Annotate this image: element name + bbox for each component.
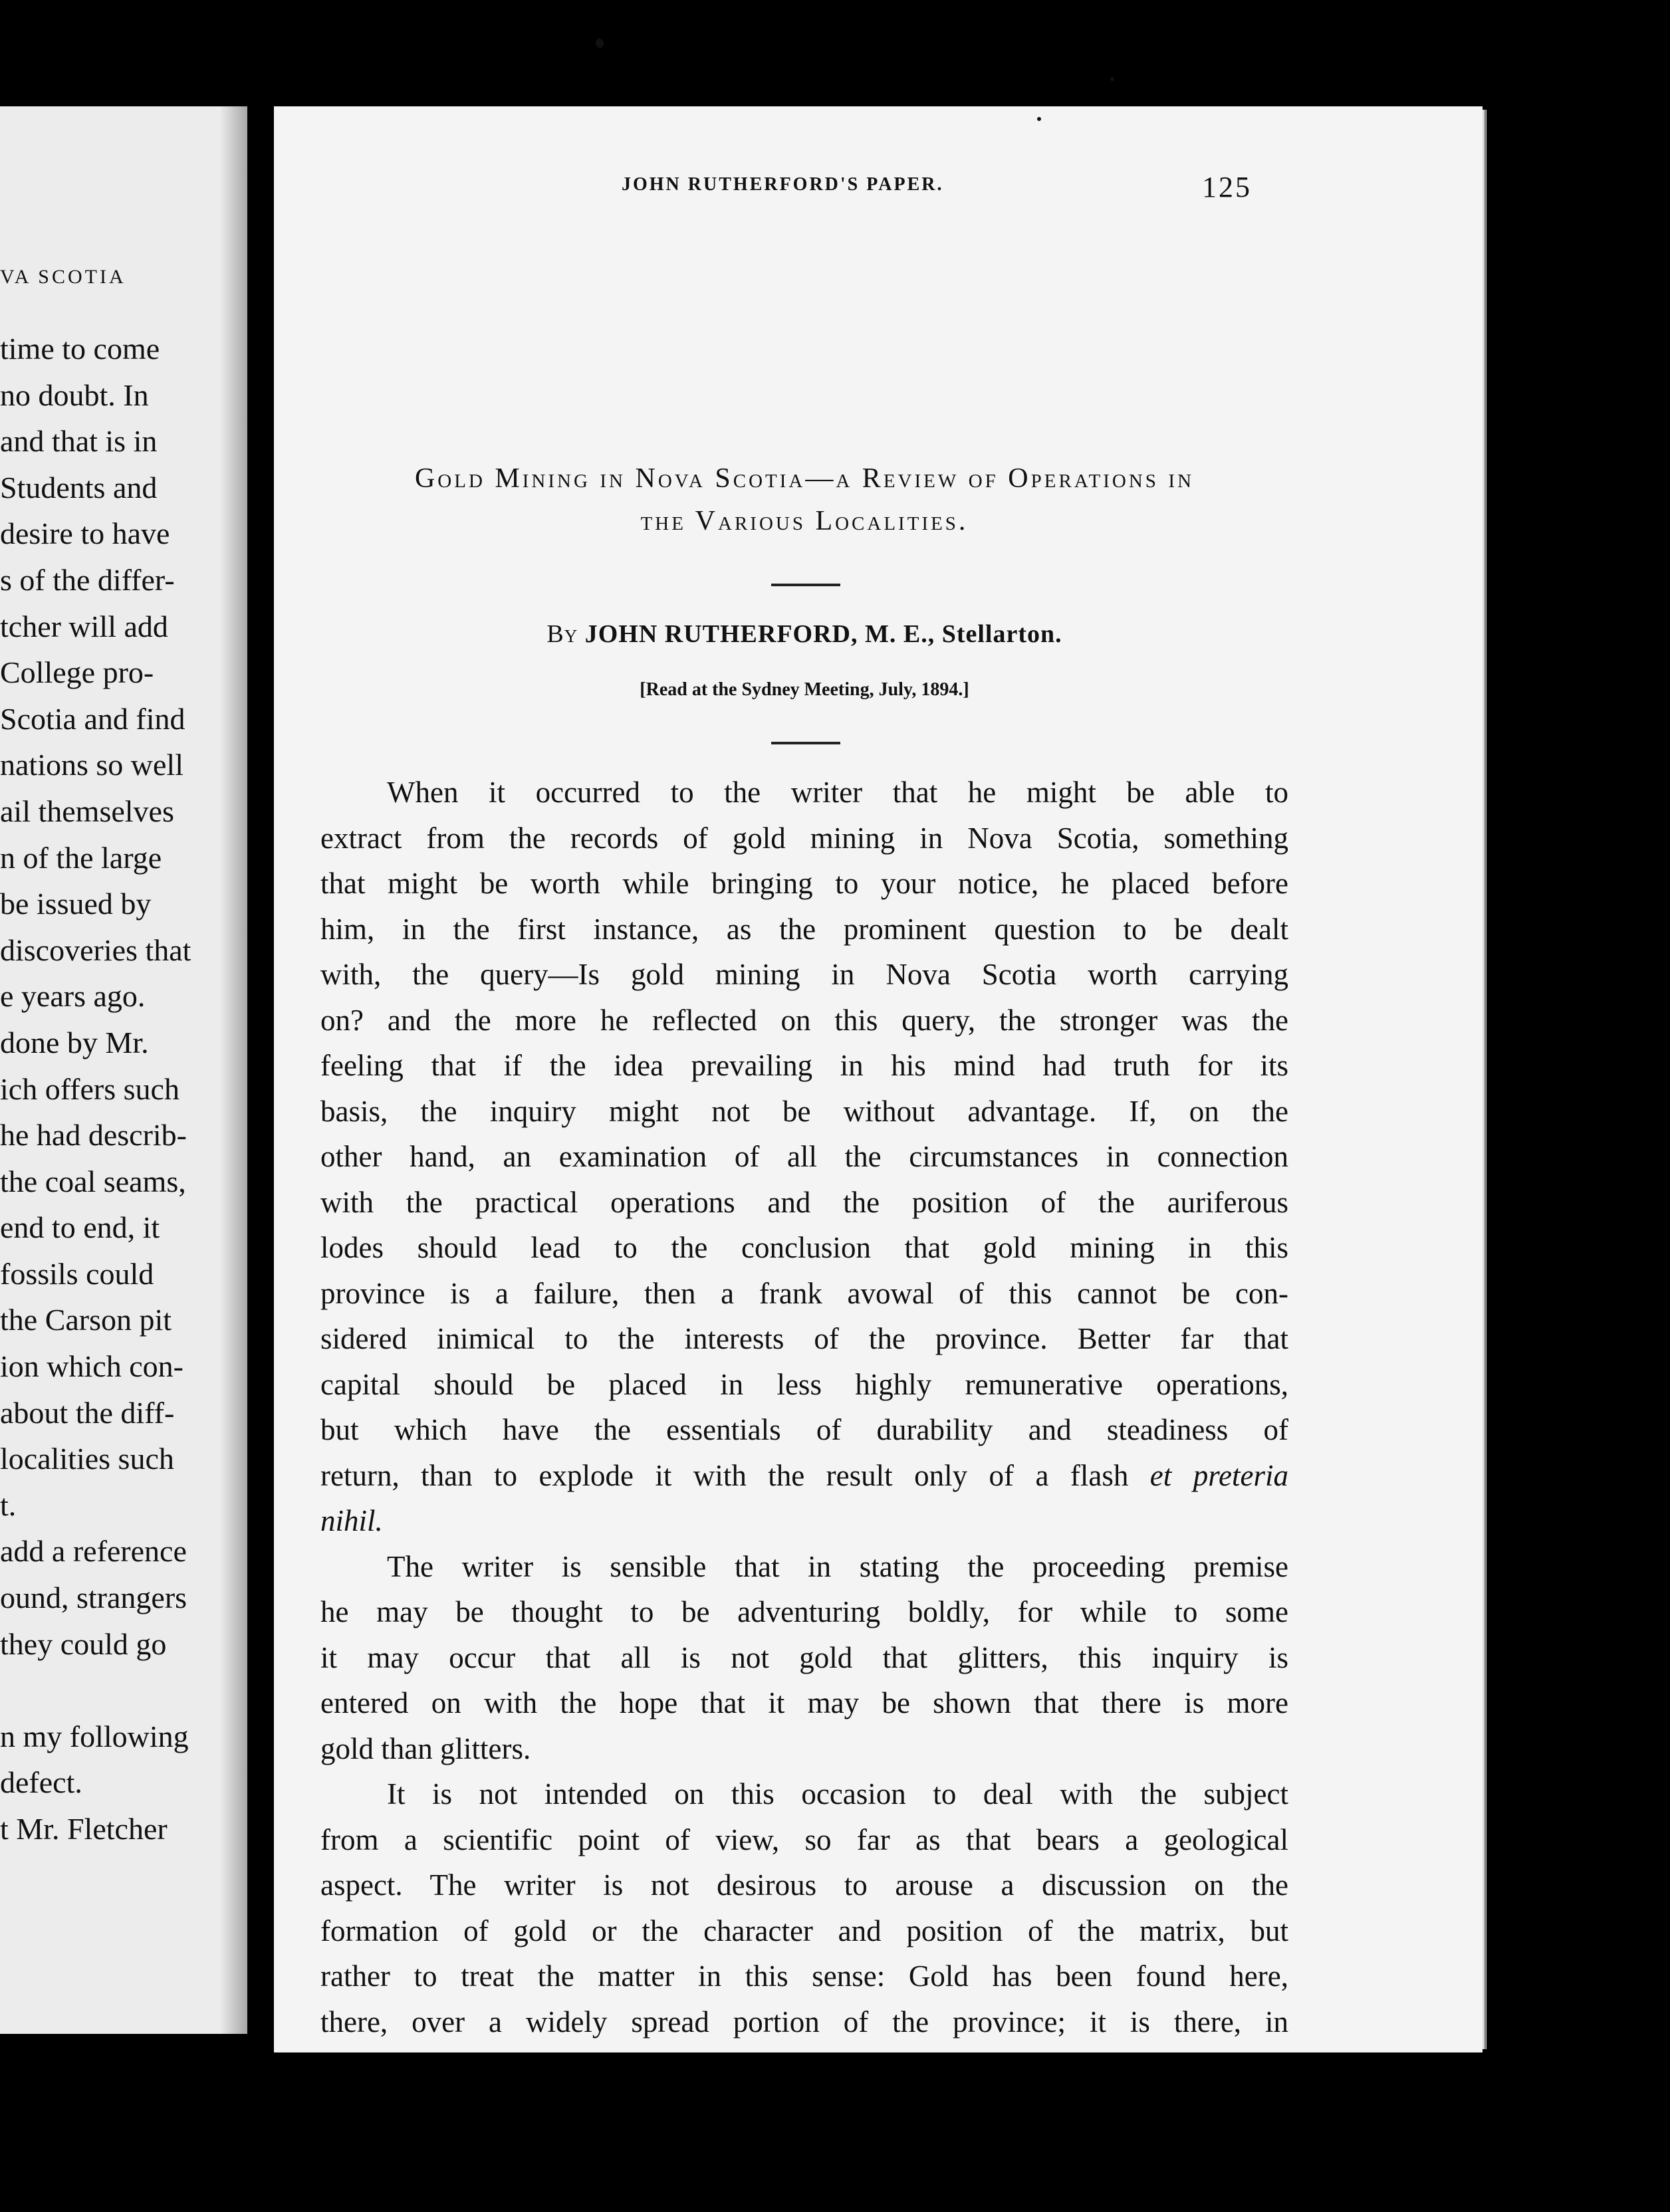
body-text-line bbox=[320, 1407, 1288, 1453]
body-text-line bbox=[320, 770, 1288, 816]
left-facing-page bbox=[0, 106, 247, 2034]
body-text-line bbox=[320, 1453, 1288, 1499]
gutter-shadow bbox=[219, 106, 247, 2034]
body-text-line bbox=[320, 1953, 1288, 1999]
left-running-head: VA SCOTIA bbox=[0, 266, 126, 288]
left-text-line: ound, strangers bbox=[0, 1581, 187, 1615]
italic-phrase: et preteria bbox=[1149, 1458, 1289, 1492]
left-text-line: fossils could bbox=[0, 1256, 154, 1291]
body-text-line bbox=[320, 1908, 1288, 1954]
line-text: capital should be placed in less highly remunerative operations, bbox=[320, 1367, 1288, 1401]
byline-author: JOHN RUTHERFORD, M. E., Stellarton. bbox=[584, 620, 1062, 648]
body-text-line bbox=[320, 1771, 1288, 1817]
body-text-line bbox=[320, 1589, 1288, 1635]
body-text-line bbox=[320, 1362, 1288, 1408]
line-text: it may occur that all is not gold that glitters, this inquiry is bbox=[320, 1640, 1288, 1674]
left-text-line: no doubt. In bbox=[0, 378, 149, 412]
line-text: with, the query—Is gold mining in Nova Scotia worth carrying bbox=[320, 958, 1288, 991]
left-text-line: end to end, it bbox=[0, 1210, 160, 1245]
body-text-line bbox=[320, 861, 1288, 907]
left-text-line: he had describ- bbox=[0, 1118, 187, 1153]
read-note: [Read at the Sydney Meeting, July, 1894.] bbox=[640, 679, 969, 700]
body-text-line bbox=[320, 1680, 1288, 1726]
body-text-line bbox=[320, 1225, 1288, 1271]
line-text: other hand, an examination of all the circumstances in connection bbox=[320, 1140, 1288, 1173]
body-text-line bbox=[320, 1498, 1288, 1544]
body-text-line bbox=[320, 1271, 1288, 1317]
left-text-line: the Carson pit bbox=[0, 1303, 172, 1337]
left-text-line: College pro- bbox=[0, 655, 154, 690]
left-text-line: nations so well bbox=[0, 748, 183, 782]
body-text-line bbox=[320, 998, 1288, 1044]
line-text: there, over a widely spread portion of the province; it is there, in bbox=[320, 2005, 1288, 2039]
scan-speck bbox=[1037, 117, 1041, 121]
body-text-line bbox=[320, 816, 1288, 861]
left-text-line: the coal seams, bbox=[0, 1164, 186, 1198]
line-text: but which have the essentials of durability and steadiness of bbox=[320, 1413, 1288, 1446]
byline bbox=[320, 619, 1288, 649]
line-text: entered on with the hope that it may be shown that there is more bbox=[320, 1686, 1288, 1719]
body-text-line bbox=[320, 1043, 1288, 1089]
line-text: with the practical operations and the position of the auriferous bbox=[320, 1185, 1288, 1219]
left-text-line: n my following bbox=[0, 1719, 189, 1753]
line-text: basis, the inquiry might not be without advantage. If, on the bbox=[320, 1094, 1288, 1128]
body-text-line bbox=[320, 1726, 1288, 1772]
left-text-line: done by Mr. bbox=[0, 1025, 149, 1059]
left-text-line: Scotia and find bbox=[0, 701, 185, 736]
line-text: him, in the first instance, as the prominent question to be dealt bbox=[320, 912, 1288, 946]
line-text: he may be thought to be adventuring boldly, for while to some bbox=[320, 1595, 1288, 1628]
left-text-line: add a reference bbox=[0, 1534, 187, 1569]
page-number: 125 bbox=[1202, 171, 1252, 203]
italic-phrase: nihil. bbox=[320, 1504, 383, 1537]
line-text: return, than to explode it with the result only of a flash bbox=[320, 1458, 1129, 1492]
body-text-line bbox=[320, 1316, 1288, 1362]
byline-prefix: By bbox=[546, 620, 578, 648]
line-text: feeling that if the idea prevailing in his mind had truth for its bbox=[320, 1049, 1288, 1082]
body-text-line bbox=[320, 1999, 1288, 2045]
body-text-line bbox=[320, 1544, 1288, 1590]
line-text: from a scientific point of view, so far as that bears a geological bbox=[320, 1823, 1288, 1856]
left-text-line: be issued by bbox=[0, 887, 152, 921]
body-text-line bbox=[320, 1180, 1288, 1226]
left-text-line: ail themselves bbox=[0, 794, 174, 828]
left-text-line: e years ago. bbox=[0, 979, 146, 1014]
line-text: aspect. The writer is not desirous to arouse a discussion on the bbox=[320, 1868, 1288, 1902]
left-text-line: Students and bbox=[0, 470, 158, 504]
line-text: on? and the more he reflected on this query, the stronger was the bbox=[320, 1003, 1288, 1037]
body-text-line bbox=[320, 907, 1288, 952]
body-text-line bbox=[320, 1635, 1288, 1681]
body-text-line bbox=[320, 1134, 1288, 1180]
title-line-2: the Various Localities. bbox=[640, 506, 969, 536]
body-text-line bbox=[320, 1862, 1288, 1908]
left-text-line: and that is in bbox=[0, 424, 158, 459]
left-text-line: ich offers such bbox=[0, 1071, 179, 1106]
body-text-line bbox=[320, 952, 1288, 998]
line-text: It is not intended on this occasion to deal with the subject bbox=[387, 1777, 1288, 1811]
left-text-line: discoveries that bbox=[0, 933, 191, 967]
left-text-line bbox=[0, 1667, 226, 1714]
left-text-line: time to come bbox=[0, 332, 160, 366]
article-title bbox=[320, 457, 1288, 542]
line-text: that might be worth while bringing to your notice, he placed before bbox=[320, 867, 1288, 900]
left-text-line: s of the differ- bbox=[0, 562, 175, 597]
left-text-line: t. bbox=[0, 1488, 17, 1522]
scan-speck bbox=[1110, 77, 1114, 81]
line-text: province is a failure, then a frank avowal of this cannot be con- bbox=[320, 1276, 1288, 1310]
running-head: JOHN RUTHERFORD'S PAPER. bbox=[622, 174, 944, 195]
left-text-line: localities such bbox=[0, 1442, 174, 1476]
left-text-line: t Mr. Fletcher bbox=[0, 1812, 168, 1846]
left-text-line: desire to have bbox=[0, 516, 170, 551]
body-text-line bbox=[320, 1817, 1288, 1863]
article-body bbox=[320, 770, 1288, 2045]
left-text-line: n of the large bbox=[0, 840, 162, 875]
line-text: lodes should lead to the conclusion that gold mining in this bbox=[320, 1231, 1288, 1264]
byline-rule bbox=[771, 742, 840, 744]
line-text: The writer is sensible that in stating the proceeding premise bbox=[387, 1549, 1288, 1583]
left-text-line: about the diff- bbox=[0, 1395, 175, 1430]
line-text: formation of gold or the character and position of the matrix, but bbox=[320, 1914, 1288, 1947]
line-text: gold than glitters. bbox=[320, 1731, 531, 1765]
scan-speck bbox=[596, 39, 604, 48]
line-text: sidered inimical to the interests of the province. Better far that bbox=[320, 1322, 1288, 1355]
title-line-1: Gold Mining in Nova Scotia—a Review of Operations in bbox=[414, 463, 1195, 494]
body-text-line bbox=[320, 1089, 1288, 1135]
left-text-line: they could go bbox=[0, 1626, 167, 1661]
line-text: When it occurred to the writer that he might be able to bbox=[387, 776, 1288, 809]
left-text-line: ion which con- bbox=[0, 1349, 183, 1384]
title-rule bbox=[771, 584, 840, 586]
left-text-line: tcher will add bbox=[0, 609, 168, 643]
left-text-line: defect. bbox=[0, 1765, 82, 1800]
left-page-text bbox=[0, 326, 226, 1852]
line-text: extract from the records of gold mining in Nova Scotia, something bbox=[320, 821, 1288, 855]
line-text: rather to treat the matter in this sense: Gold has been found here, bbox=[320, 1959, 1288, 1993]
